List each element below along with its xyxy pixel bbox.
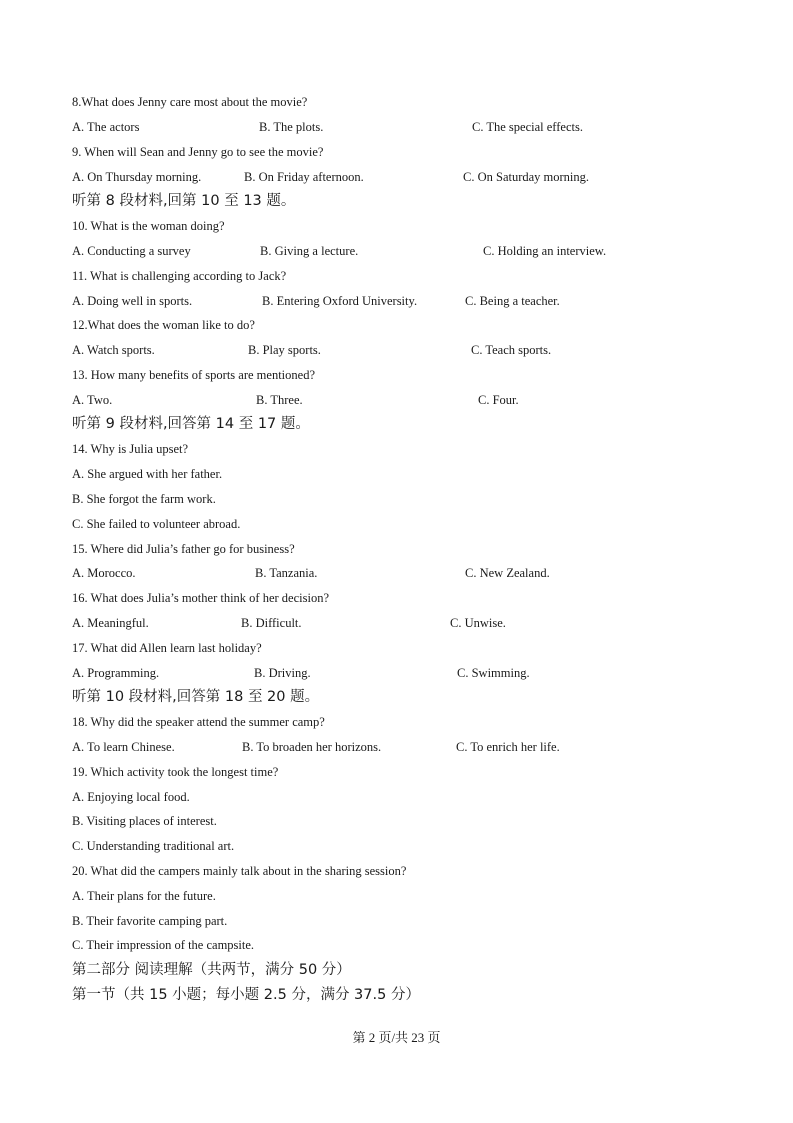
question-19: 19. Which activity took the longest time? bbox=[72, 765, 279, 779]
q10-option-a: A. Conducting a survey bbox=[72, 244, 191, 258]
q16-option-b: B. Difficult. bbox=[241, 616, 302, 630]
q13-option-c: C. Four. bbox=[478, 393, 519, 407]
q12-option-c: C. Teach sports. bbox=[471, 343, 552, 357]
section-heading-10: 听第 10 段材料,回答第 18 至 20 题。 bbox=[72, 689, 320, 705]
q9-option-c: C. On Saturday morning. bbox=[463, 170, 590, 184]
question-15: 15. Where did Julia’s father go for business? bbox=[72, 542, 295, 556]
q9-option-b: B. On Friday afternoon. bbox=[244, 170, 364, 184]
question-18: 18. Why did the speaker attend the summer camp? bbox=[72, 715, 325, 729]
q18-option-a: A. To learn Chinese. bbox=[72, 740, 175, 754]
question-16: 16. What does Julia’s mother think of her decision? bbox=[72, 591, 330, 605]
q17-option-b: B. Driving. bbox=[254, 666, 311, 680]
q20-option-c: C. Their impression of the campsite. bbox=[72, 938, 255, 952]
q8-option-b: B. The plots. bbox=[259, 120, 324, 134]
q13-option-b: B. Three. bbox=[256, 393, 303, 407]
page-footer: 第 2 页/共 23 页 bbox=[352, 1030, 441, 1045]
q11-option-b: B. Entering Oxford University. bbox=[262, 294, 418, 308]
part-2-heading: 第二部分 阅读理解（共两节，满分 50 分） bbox=[72, 962, 351, 978]
q11-option-c: C. Being a teacher. bbox=[465, 294, 560, 308]
q17-option-c: C. Swimming. bbox=[457, 666, 530, 680]
q14-option-c: C. She failed to volunteer abroad. bbox=[72, 517, 241, 531]
q14-option-a: A. She argued with her father. bbox=[72, 467, 223, 481]
q8-option-c: C. The special effects. bbox=[472, 120, 583, 134]
question-14: 14. Why is Julia upset? bbox=[72, 442, 189, 456]
q17-option-a: A. Programming. bbox=[72, 666, 160, 680]
question-10: 10. What is the woman doing? bbox=[72, 219, 225, 233]
q13-option-a: A. Two. bbox=[72, 393, 113, 407]
q11-option-a: A. Doing well in sports. bbox=[72, 294, 193, 308]
question-13: 13. How many benefits of sports are mentioned? bbox=[72, 368, 315, 382]
question-20: 20. What did the campers mainly talk about in the sharing session? bbox=[72, 864, 407, 878]
section-1-heading: 第一节（共 15 小题；每小题 2.5 分，满分 37.5 分） bbox=[72, 987, 420, 1003]
q9-option-a: A. On Thursday morning. bbox=[72, 170, 202, 184]
q15-option-b: B. Tanzania. bbox=[255, 566, 318, 580]
question-12: 12.What does the woman like to do? bbox=[72, 318, 255, 332]
q19-option-c: C. Understanding traditional art. bbox=[72, 839, 235, 853]
q15-option-a: A. Morocco. bbox=[72, 566, 136, 580]
q14-option-b: B. She forgot the farm work. bbox=[72, 492, 216, 506]
question-9: 9. When will Sean and Jenny go to see the movie? bbox=[72, 145, 324, 159]
q10-option-c: C. Holding an interview. bbox=[483, 244, 607, 258]
question-8: 8.What does Jenny care most about the movie? bbox=[72, 95, 308, 109]
q15-option-c: C. New Zealand. bbox=[465, 566, 550, 580]
q18-option-c: C. To enrich her life. bbox=[456, 740, 560, 754]
q8-option-a: A. The actors bbox=[72, 120, 140, 134]
question-17: 17. What did Allen learn last holiday? bbox=[72, 641, 262, 655]
q16-option-a: A. Meaningful. bbox=[72, 616, 149, 630]
question-11: 11. What is challenging according to Jack? bbox=[72, 269, 287, 283]
q19-option-a: A. Enjoying local food. bbox=[72, 790, 190, 804]
q16-option-c: C. Unwise. bbox=[450, 616, 506, 630]
q12-option-a: A. Watch sports. bbox=[72, 343, 155, 357]
q10-option-b: B. Giving a lecture. bbox=[260, 244, 359, 258]
q18-option-b: B. To broaden her horizons. bbox=[242, 740, 382, 754]
section-heading-9: 听第 9 段材料,回答第 14 至 17 题。 bbox=[72, 416, 310, 432]
q12-option-b: B. Play sports. bbox=[248, 343, 321, 357]
q20-option-a: A. Their plans for the future. bbox=[72, 889, 216, 903]
section-heading-8: 听第 8 段材料,回第 10 至 13 题。 bbox=[72, 193, 296, 209]
q20-option-b: B. Their favorite camping part. bbox=[72, 914, 228, 928]
q19-option-b: B. Visiting places of interest. bbox=[72, 814, 217, 828]
